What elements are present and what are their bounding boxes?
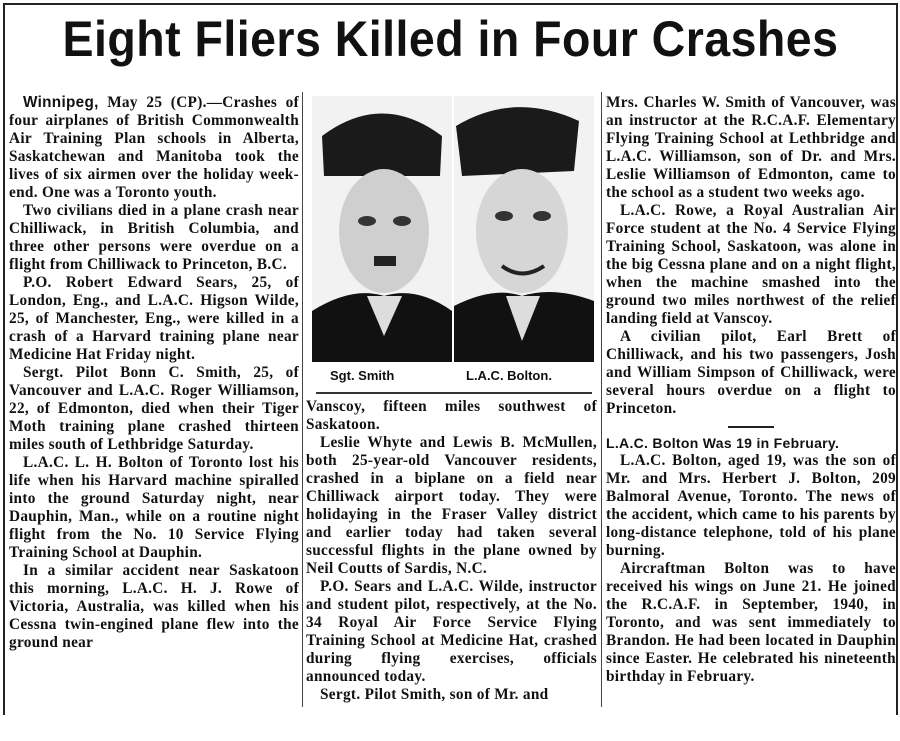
column-rule bbox=[302, 92, 303, 707]
photo-sgt-smith bbox=[312, 96, 452, 362]
caption-rule bbox=[316, 392, 592, 394]
paragraph-text: May 25 (CP).—Crashes of four airplanes of British Commonwealth Air Training Plan schools in Alberta, Saskatchewan and Manitoba took the lives of six airmen over the holiday week-end. One was a Toronto youth. bbox=[9, 94, 299, 201]
portrait-image bbox=[312, 96, 452, 362]
photo-lac-bolton bbox=[454, 96, 594, 362]
paragraph: L.A.C. L. H. Bolton of Toronto lost his life when his Harvard machine spiralled into the ground Saturday night, near Dauphin, Man., while on a routine night flight from the No. 10 Service Flying Training School at Dauphin. bbox=[9, 454, 299, 561]
paragraph: Aircraftman Bolton was to have received his wings on June 21. He joined the R.C.A.F. in September, 1940, in Toronto, and was sent immediately to Brandon. He had been located in Dauphin since Easter. He celebrated his nineteenth birthday in February. bbox=[606, 560, 896, 685]
paragraph: Sergt. Pilot Smith, son of Mr. and bbox=[320, 686, 549, 703]
article-column-3 bbox=[606, 94, 896, 686]
subheading: L.A.C. Bolton Was 19 in February. bbox=[606, 435, 840, 451]
dateline: Winnipeg, bbox=[23, 94, 99, 111]
photo-caption-left: Sgt. Smith bbox=[330, 368, 395, 383]
paragraph: L.A.C. Bolton, aged 19, was the son of Mr. and Mrs. Herbert J. Bolton, 209 Balmoral Avenue, Toronto. The news of the accident, which came to his parents by long-distance telephone, told of his plane burning. bbox=[606, 452, 896, 559]
paragraph: Sergt. Pilot Bonn C. Smith, 25, of Vancouver and L.A.C. Roger Williamson, 22, of Edmonton, died when their Tiger Moth training plane crashed thirteen miles south of Lethbridge Saturday. bbox=[9, 364, 299, 453]
article-column-1 bbox=[9, 94, 299, 652]
paragraph: Leslie Whyte and Lewis B. McMullen, both 25-year-old Vancouver residents, crashed in a biplane on a field near Chilliwack airport today. They were holidaying in the Fraser Valley district and earlier today had taken several successful flights in the plane owned by Neil Coutts of Sardis, N.C. bbox=[306, 434, 597, 577]
photo-block bbox=[308, 96, 598, 396]
paragraph: A civilian pilot, Earl Brett of Chilliwack, and his two passengers, Josh and William Simpson of Chilliwack, were several hours overdue on a flight to Princeton. bbox=[606, 328, 896, 417]
column-rule bbox=[601, 92, 602, 707]
paragraph: P.O. Robert Edward Sears, 25, of London, Eng., and L.A.C. Higson Wilde, 25, of Manchester, Eng., were killed in a crash of a Harvard training plane near Medicine Hat Friday night. bbox=[9, 274, 299, 363]
article-column-2 bbox=[306, 398, 597, 704]
paragraph: L.A.C. Rowe, a Royal Australian Air Force student at the No. 4 Service Flying Training School, Saskatoon, was alone in the big Cessna plane and on a night flight, when the machine smashed into the ground two miles northwest of the relief landing field at Vanscoy. bbox=[606, 202, 896, 327]
paragraph: In a similar accident near Saskatoon this morning, L.A.C. H. J. Rowe of Victoria, Australia, was killed when his Cessna twin-engined plane flew into the ground near bbox=[9, 562, 299, 651]
section-divider bbox=[728, 426, 774, 428]
photo-caption-right: L.A.C. Bolton. bbox=[466, 368, 552, 383]
paragraph bbox=[9, 94, 299, 202]
paragraph: P.O. Sears and L.A.C. Wilde, instructor and student pilot, respectively, at the No. 34 Royal Air Force Service Flying Training School at Medicine Hat, crashed during flying exercises, officials announced today. bbox=[306, 578, 597, 685]
paragraph: Vanscoy, fifteen miles southwest of Saskatoon. bbox=[306, 398, 597, 433]
portrait-image bbox=[454, 96, 594, 362]
paragraph: Two civilians died in a plane crash near Chilliwack, in British Columbia, and three other persons were overdue on a flight from Chilliwack to Princeton, B.C. bbox=[9, 202, 299, 273]
paragraph: Mrs. Charles W. Smith of Vancouver, was an instructor at the R.C.A.F. Elementary Flying Training School at Lethbridge and L.A.C. Williamson, son of Dr. and Mrs. Leslie Williamson of Edmonton, came to the school as a student two weeks ago. bbox=[606, 94, 896, 201]
headline: Eight Fliers Killed in Four Crashes bbox=[62, 11, 839, 67]
